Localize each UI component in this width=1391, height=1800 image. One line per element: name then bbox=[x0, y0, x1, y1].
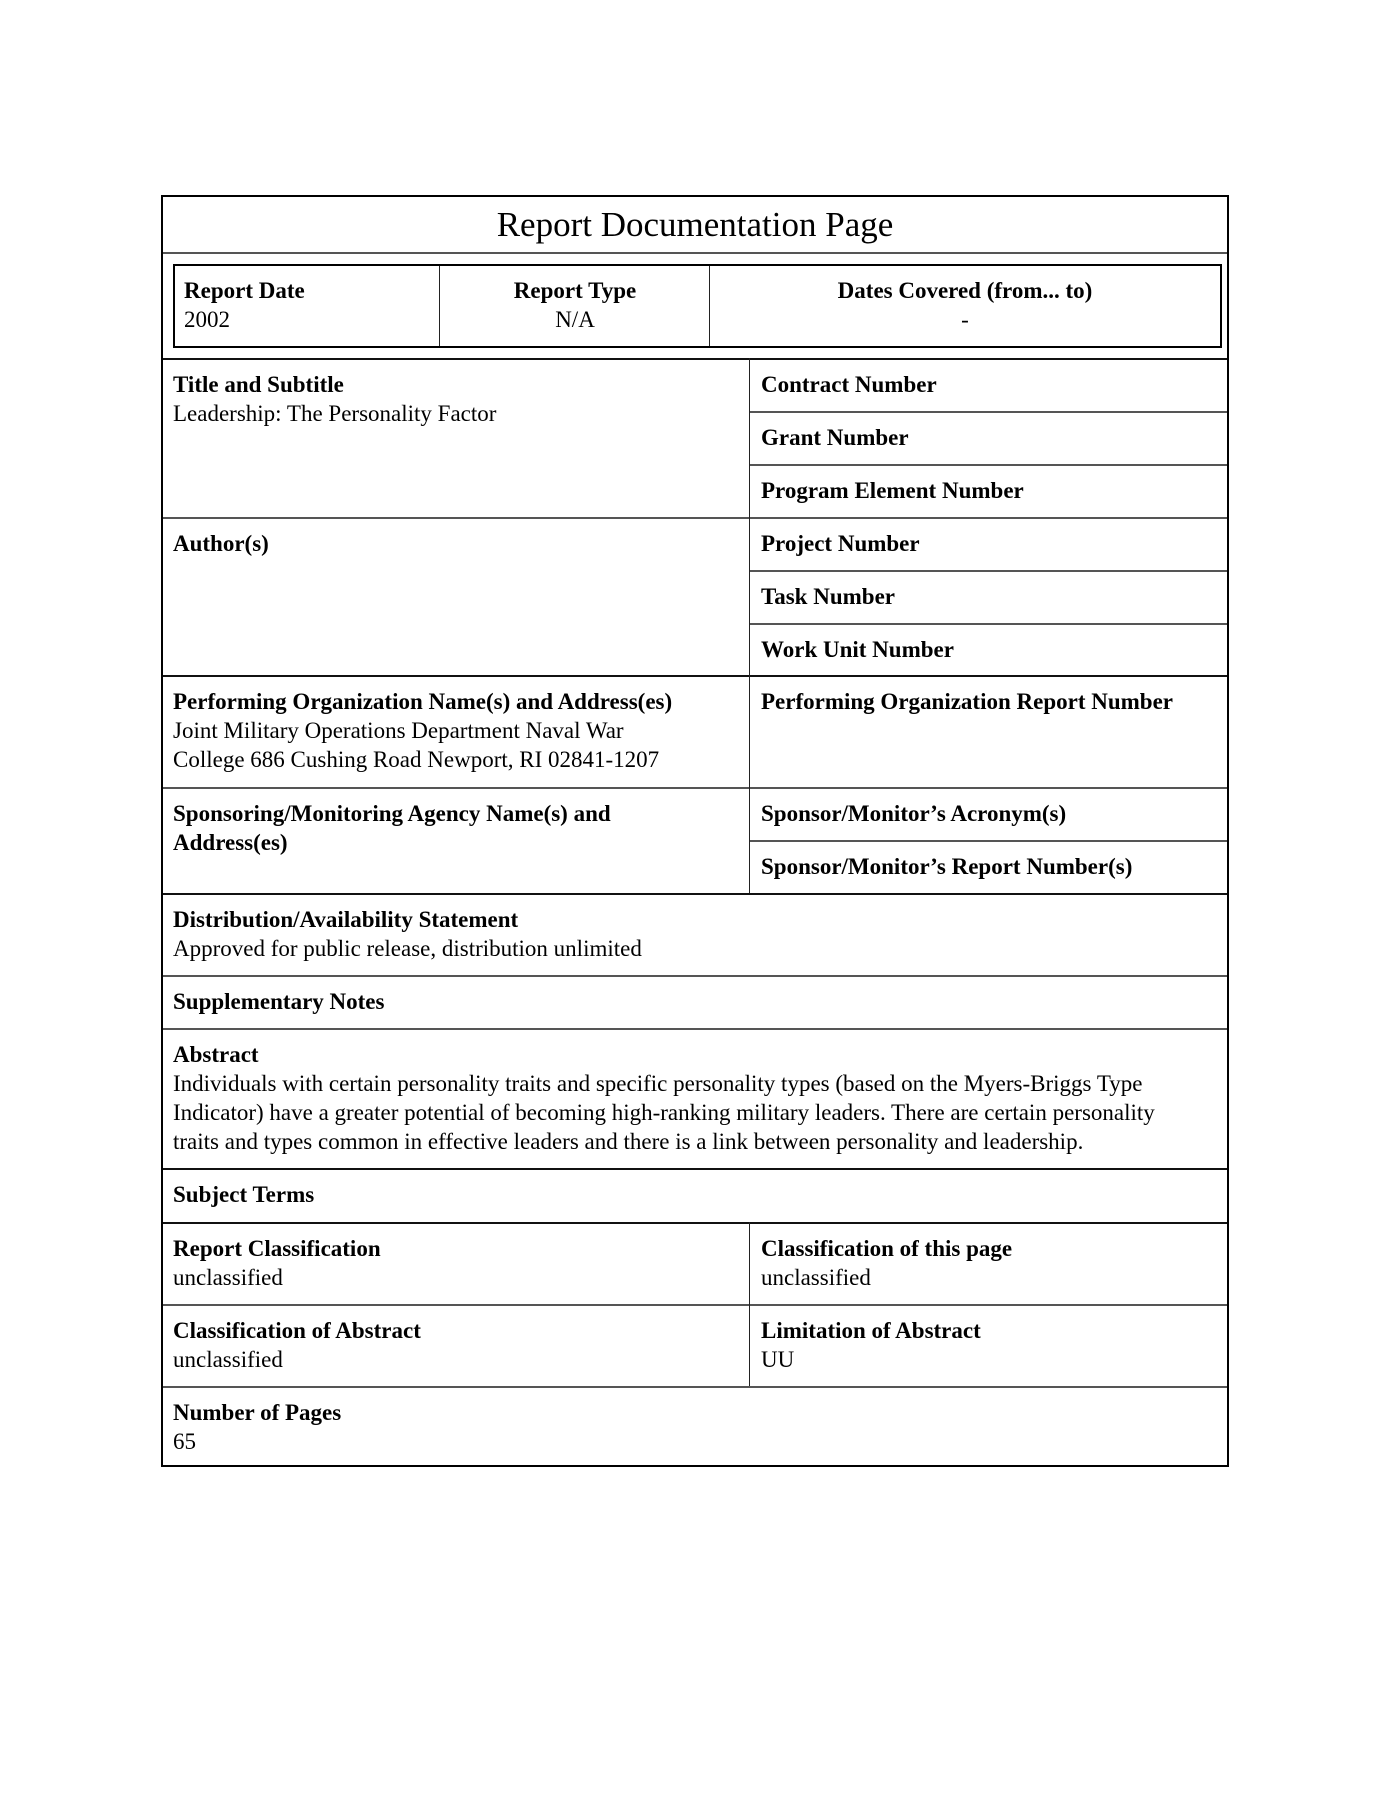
sponsor-acronym-cell bbox=[751, 789, 1066, 828]
report-type-value: N/A bbox=[555, 307, 595, 332]
work-unit-number-cell bbox=[751, 625, 954, 664]
distribution-label: Distribution/Availability Statement bbox=[173, 907, 519, 932]
grant-number-cell bbox=[751, 413, 909, 452]
column-divider bbox=[749, 1222, 750, 1386]
performing-org-report-number-cell bbox=[751, 677, 1173, 716]
contract-number-label: Contract Number bbox=[761, 372, 937, 397]
sponsoring-agency-label-line1: Sponsoring/Monitoring Agency Name(s) and bbox=[173, 801, 611, 826]
report-type-label: Report Type bbox=[513, 278, 637, 303]
program-element-number-cell bbox=[751, 466, 1024, 505]
performing-org-cell bbox=[163, 677, 672, 774]
report-documentation-form bbox=[161, 195, 1229, 1467]
sponsor-acronym-label: Sponsor/Monitor’s Acronym(s) bbox=[761, 801, 1067, 826]
sponsoring-agency-cell bbox=[163, 789, 611, 857]
abstract-line1: Individuals with certain personality traits and specific personality types (based on the Myers-Briggs Type bbox=[173, 1071, 1143, 1096]
performing-org-address-line2: College 686 Cushing Road Newport, RI 02841-1207 bbox=[173, 747, 660, 772]
performing-org-address-line1: Joint Military Operations Department Naval War bbox=[173, 718, 624, 743]
abstract-line2: Indicator) have a greater potential of becoming high-ranking military leaders. There are certain personality bbox=[173, 1100, 1155, 1125]
subject-terms-label: Subject Terms bbox=[173, 1182, 315, 1207]
work-unit-number-label: Work Unit Number bbox=[761, 637, 954, 662]
divider bbox=[163, 252, 1227, 254]
authors-label: Author(s) bbox=[173, 531, 269, 556]
supplementary-notes-cell bbox=[163, 977, 384, 1016]
sponsor-report-number-label: Sponsor/Monitor’s Report Number(s) bbox=[761, 854, 1133, 879]
column-divider bbox=[749, 358, 750, 893]
sponsor-report-number-cell bbox=[751, 842, 1132, 881]
dates-covered-label: Dates Covered (from... to) bbox=[837, 278, 1093, 303]
limitation-abstract-cell bbox=[751, 1306, 981, 1374]
classification-this-page-label: Classification of this page bbox=[761, 1236, 1013, 1261]
title-subtitle-value: Leadership: The Personality Factor bbox=[173, 401, 497, 426]
title-subtitle-label: Title and Subtitle bbox=[173, 372, 344, 397]
number-of-pages-label: Number of Pages bbox=[173, 1400, 342, 1425]
subject-terms-cell bbox=[163, 1170, 314, 1209]
divider bbox=[163, 1168, 1227, 1170]
abstract-label: Abstract bbox=[173, 1042, 259, 1067]
distribution-cell bbox=[163, 895, 642, 963]
number-of-pages-cell bbox=[163, 1388, 341, 1456]
program-element-number-label: Program Element Number bbox=[761, 478, 1024, 503]
supplementary-notes-label: Supplementary Notes bbox=[173, 989, 385, 1014]
limitation-abstract-label: Limitation of Abstract bbox=[761, 1318, 981, 1343]
contract-number-cell bbox=[751, 360, 937, 399]
classification-abstract-cell bbox=[163, 1306, 421, 1374]
grant-number-label: Grant Number bbox=[761, 425, 909, 450]
sponsoring-agency-label-line2: Address(es) bbox=[173, 830, 288, 855]
title-subtitle-cell bbox=[163, 360, 749, 428]
project-number-label: Project Number bbox=[761, 531, 920, 556]
classification-abstract-value: unclassified bbox=[173, 1347, 283, 1372]
authors-cell bbox=[163, 519, 269, 558]
report-classification-cell bbox=[163, 1224, 381, 1292]
limitation-abstract-value: UU bbox=[761, 1347, 795, 1372]
performing-org-report-number-label: Performing Organization Report Number bbox=[761, 689, 1174, 714]
abstract-cell bbox=[163, 1030, 1227, 1156]
classification-abstract-label: Classification of Abstract bbox=[173, 1318, 421, 1343]
classification-this-page-value: unclassified bbox=[761, 1265, 871, 1290]
dates-covered-value: - bbox=[961, 307, 969, 332]
number-of-pages-value: 65 bbox=[173, 1429, 196, 1454]
abstract-line3: traits and types common in effective leaders and there is a link between personality and leadership. bbox=[173, 1129, 1084, 1154]
report-classification-label: Report Classification bbox=[173, 1236, 381, 1261]
task-number-cell bbox=[751, 572, 895, 611]
dates-covered-cell bbox=[710, 266, 1220, 346]
distribution-value: Approved for public release, distribution unlimited bbox=[173, 936, 642, 961]
task-number-label: Task Number bbox=[761, 584, 895, 609]
divider bbox=[163, 517, 1227, 519]
report-date-value: 2002 bbox=[184, 307, 230, 332]
report-type-cell bbox=[440, 266, 710, 346]
project-number-cell bbox=[751, 519, 920, 558]
report-date-label: Report Date bbox=[184, 278, 305, 303]
report-date-cell bbox=[175, 266, 440, 346]
performing-org-label: Performing Organization Name(s) and Address(es) bbox=[173, 689, 673, 714]
classification-this-page-cell bbox=[751, 1224, 1012, 1292]
report-classification-value: unclassified bbox=[173, 1265, 283, 1290]
page-title: Report Documentation Page bbox=[496, 205, 894, 244]
header-row-box bbox=[173, 264, 1222, 348]
